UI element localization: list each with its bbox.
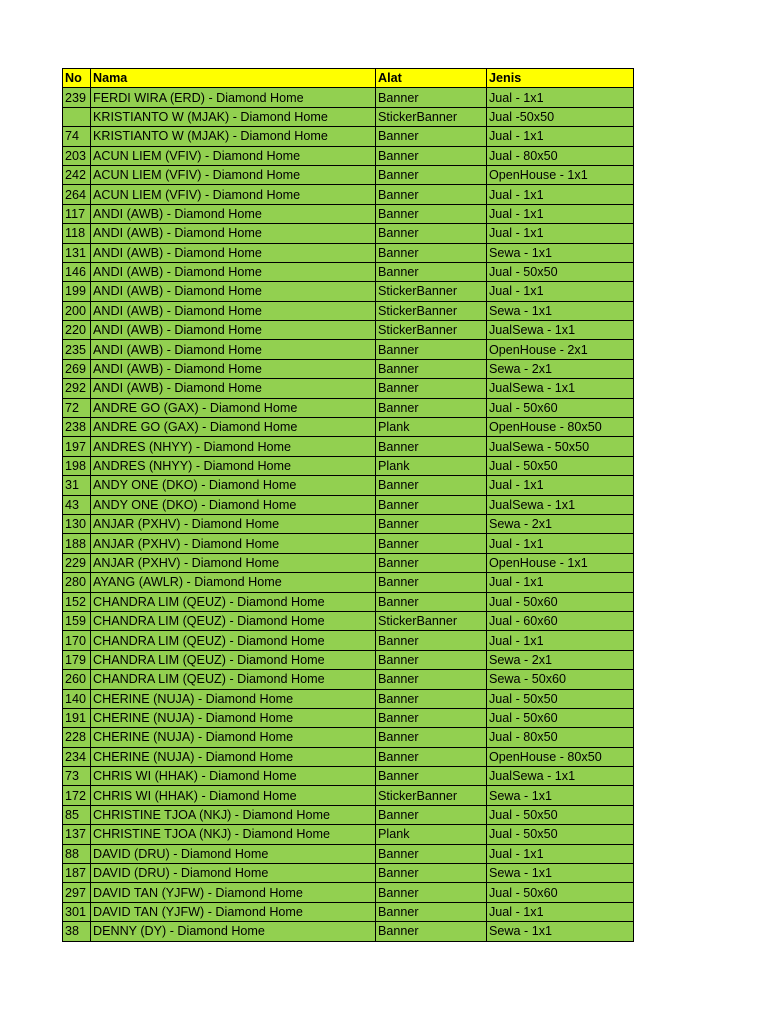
cell-no[interactable]: 220 [63,321,91,340]
cell-nama[interactable]: DAVID TAN (YJFW) - Diamond Home [91,883,376,902]
table-row [63,146,634,165]
cell-nama[interactable]: CHANDRA LIM (QEUZ) - Diamond Home [91,611,376,630]
cell-jenis[interactable]: Sewa - 1x1 [487,922,634,941]
table-row [63,922,634,941]
cell-alat[interactable]: StickerBanner [376,786,487,805]
table-row [63,573,634,592]
table-row [63,902,634,921]
cell-jenis[interactable]: Jual - 1x1 [487,902,634,921]
cell-nama[interactable]: DENNY (DY) - Diamond Home [91,922,376,941]
cell-nama[interactable]: CHRIS WI (HHAK) - Diamond Home [91,767,376,786]
cell-jenis[interactable]: Sewa - 1x1 [487,786,634,805]
cell-no[interactable]: 292 [63,379,91,398]
cell-nama[interactable]: DAVID TAN (YJFW) - Diamond Home [91,902,376,921]
cell-nama[interactable]: CHRISTINE TJOA (NKJ) - Diamond Home [91,825,376,844]
cell-nama[interactable]: ANDY ONE (DKO) - Diamond Home [91,476,376,495]
cell-jenis[interactable]: Sewa - 1x1 [487,864,634,883]
cell-alat[interactable]: Banner [376,534,487,553]
table-row [63,185,634,204]
header-alat[interactable]: Alat [376,69,487,88]
cell-nama[interactable]: ANDI (AWB) - Diamond Home [91,204,376,223]
cell-no[interactable]: 199 [63,282,91,301]
cell-no[interactable]: 200 [63,301,91,320]
cell-jenis[interactable]: Jual - 1x1 [487,844,634,863]
cell-nama[interactable]: CHANDRA LIM (QEUZ) - Diamond Home [91,670,376,689]
table-row [63,689,634,708]
cell-no[interactable]: 179 [63,650,91,669]
cell-alat[interactable]: Banner [376,165,487,184]
header-no[interactable]: No [63,69,91,88]
table-row [63,883,634,902]
header-row [63,69,634,88]
cell-no[interactable]: 140 [63,689,91,708]
cell-nama[interactable]: CHRIS WI (HHAK) - Diamond Home [91,786,376,805]
cell-jenis[interactable]: Jual - 50x60 [487,592,634,611]
cell-no[interactable]: 187 [63,864,91,883]
cell-no[interactable]: 72 [63,398,91,417]
cell-no[interactable]: 242 [63,165,91,184]
cell-no[interactable]: 152 [63,592,91,611]
table-row [63,107,634,126]
cell-alat[interactable]: Banner [376,631,487,650]
table-body [63,88,634,941]
cell-alat[interactable]: Banner [376,243,487,262]
cell-no[interactable]: 229 [63,553,91,572]
cell-jenis[interactable]: Jual - 1x1 [487,224,634,243]
table-row [63,88,634,107]
cell-nama[interactable]: ANDRES (NHYY) - Diamond Home [91,456,376,475]
cell-jenis[interactable]: Jual - 1x1 [487,204,634,223]
cell-jenis[interactable]: Jual - 1x1 [487,573,634,592]
table-row [63,379,634,398]
cell-jenis[interactable]: Jual - 60x60 [487,611,634,630]
cell-nama[interactable]: FERDI WIRA (ERD) - Diamond Home [91,88,376,107]
cell-no[interactable]: 188 [63,534,91,553]
cell-jenis[interactable]: Jual - 50x60 [487,708,634,727]
spreadsheet [62,68,633,942]
table-row [63,825,634,844]
cell-nama[interactable]: CHANDRA LIM (QEUZ) - Diamond Home [91,650,376,669]
cell-nama[interactable]: ANDI (AWB) - Diamond Home [91,262,376,281]
cell-nama[interactable]: ANDI (AWB) - Diamond Home [91,379,376,398]
cell-no[interactable]: 264 [63,185,91,204]
cell-jenis[interactable]: Jual - 1x1 [487,185,634,204]
cell-no[interactable]: 137 [63,825,91,844]
table-row [63,631,634,650]
cell-nama[interactable]: CHERINE (NUJA) - Diamond Home [91,689,376,708]
cell-alat[interactable]: Banner [376,592,487,611]
cell-nama[interactable]: ANDI (AWB) - Diamond Home [91,301,376,320]
cell-jenis[interactable]: Jual - 1x1 [487,534,634,553]
cell-jenis[interactable]: Jual - 50x50 [487,825,634,844]
table-row [63,728,634,747]
cell-jenis[interactable]: JualSewa - 1x1 [487,495,634,514]
table-row [63,165,634,184]
cell-nama[interactable]: ANDRE GO (GAX) - Diamond Home [91,398,376,417]
cell-alat[interactable]: Banner [376,514,487,533]
cell-alat[interactable]: Banner [376,902,487,921]
cell-nama[interactable]: ANJAR (PXHV) - Diamond Home [91,553,376,572]
cell-nama[interactable]: ANDI (AWB) - Diamond Home [91,243,376,262]
cell-alat[interactable]: Banner [376,864,487,883]
cell-no[interactable]: 197 [63,437,91,456]
cell-jenis[interactable]: Jual - 50x60 [487,398,634,417]
cell-no[interactable]: 172 [63,786,91,805]
cell-no[interactable]: 238 [63,418,91,437]
cell-no[interactable]: 228 [63,728,91,747]
cell-nama[interactable]: ANDI (AWB) - Diamond Home [91,340,376,359]
table-row [63,534,634,553]
cell-alat[interactable]: Banner [376,883,487,902]
cell-alat[interactable]: Banner [376,379,487,398]
cell-nama[interactable]: CHERINE (NUJA) - Diamond Home [91,747,376,766]
cell-no[interactable]: 235 [63,340,91,359]
cell-alat[interactable]: StickerBanner [376,611,487,630]
table-row [63,514,634,533]
cell-no[interactable]: 198 [63,456,91,475]
cell-alat[interactable]: StickerBanner [376,282,487,301]
cell-no[interactable]: 73 [63,767,91,786]
table-row [63,262,634,281]
cell-no[interactable]: 146 [63,262,91,281]
cell-no[interactable]: 297 [63,883,91,902]
cell-nama[interactable]: AYANG (AWLR) - Diamond Home [91,573,376,592]
cell-alat[interactable]: Banner [376,805,487,824]
cell-alat[interactable]: Banner [376,127,487,146]
cell-no[interactable]: 85 [63,805,91,824]
cell-jenis[interactable]: Jual - 1x1 [487,476,634,495]
cell-no[interactable]: 260 [63,670,91,689]
cell-no[interactable]: 280 [63,573,91,592]
table-row [63,301,634,320]
cell-alat[interactable]: Banner [376,359,487,378]
cell-nama[interactable]: ANDY ONE (DKO) - Diamond Home [91,495,376,514]
cell-nama[interactable]: ANJAR (PXHV) - Diamond Home [91,514,376,533]
cell-jenis[interactable]: JualSewa - 1x1 [487,321,634,340]
header-jenis[interactable]: Jenis [487,69,634,88]
cell-no[interactable]: 130 [63,514,91,533]
cell-alat[interactable]: Banner [376,495,487,514]
cell-jenis[interactable]: OpenHouse - 80x50 [487,418,634,437]
cell-nama[interactable]: ANDRE GO (GAX) - Diamond Home [91,418,376,437]
cell-no[interactable]: 234 [63,747,91,766]
table-row [63,340,634,359]
cell-no[interactable]: 43 [63,495,91,514]
cell-jenis[interactable]: Jual - 80x50 [487,146,634,165]
cell-nama[interactable]: KRISTIANTO W (MJAK) - Diamond Home [91,127,376,146]
cell-alat[interactable]: Banner [376,88,487,107]
cell-no[interactable]: 203 [63,146,91,165]
cell-nama[interactable]: KRISTIANTO W (MJAK) - Diamond Home [91,107,376,126]
cell-nama[interactable]: ANDI (AWB) - Diamond Home [91,224,376,243]
table-row [63,747,634,766]
cell-jenis[interactable]: Jual - 80x50 [487,728,634,747]
cell-nama[interactable]: ACUN LIEM (VFIV) - Diamond Home [91,146,376,165]
cell-nama[interactable]: CHRISTINE TJOA (NKJ) - Diamond Home [91,805,376,824]
table-row [63,708,634,727]
cell-no[interactable]: 159 [63,611,91,630]
cell-jenis[interactable]: JualSewa - 50x50 [487,437,634,456]
data-table [62,68,634,942]
table-row [63,786,634,805]
cell-alat[interactable]: Banner [376,262,487,281]
cell-no[interactable]: 239 [63,88,91,107]
cell-alat[interactable]: Banner [376,747,487,766]
cell-alat[interactable]: Banner [376,650,487,669]
table-row [63,204,634,223]
cell-alat[interactable]: StickerBanner [376,107,487,126]
cell-jenis[interactable]: Jual - 50x50 [487,262,634,281]
cell-alat[interactable]: Banner [376,689,487,708]
cell-jenis[interactable]: JualSewa - 1x1 [487,379,634,398]
cell-alat[interactable]: Plank [376,418,487,437]
cell-jenis[interactable]: JualSewa - 1x1 [487,767,634,786]
cell-nama[interactable]: ANJAR (PXHV) - Diamond Home [91,534,376,553]
cell-nama[interactable]: ANDI (AWB) - Diamond Home [91,321,376,340]
table-row [63,437,634,456]
cell-alat[interactable]: Banner [376,767,487,786]
table-row [63,767,634,786]
cell-alat[interactable]: Plank [376,825,487,844]
cell-jenis[interactable]: Jual - 1x1 [487,282,634,301]
cell-alat[interactable]: Banner [376,476,487,495]
cell-jenis[interactable]: Sewa - 2x1 [487,514,634,533]
cell-jenis[interactable]: Jual - 50x60 [487,883,634,902]
header-nama[interactable]: Nama [91,69,376,88]
table-row [63,650,634,669]
table-row [63,359,634,378]
cell-jenis[interactable]: Sewa - 1x1 [487,243,634,262]
cell-nama[interactable]: DAVID (DRU) - Diamond Home [91,844,376,863]
cell-alat[interactable]: Banner [376,437,487,456]
cell-nama[interactable]: ANDI (AWB) - Diamond Home [91,282,376,301]
cell-no[interactable]: 118 [63,224,91,243]
cell-alat[interactable]: Banner [376,573,487,592]
table-row [63,553,634,572]
cell-jenis[interactable]: Sewa - 1x1 [487,301,634,320]
table-row [63,418,634,437]
cell-alat[interactable]: Plank [376,456,487,475]
cell-no[interactable]: 301 [63,902,91,921]
table-row [63,224,634,243]
table-row [63,495,634,514]
cell-nama[interactable]: ANDI (AWB) - Diamond Home [91,359,376,378]
cell-alat[interactable]: Banner [376,553,487,572]
cell-alat[interactable]: Banner [376,398,487,417]
cell-nama[interactable]: CHERINE (NUJA) - Diamond Home [91,708,376,727]
cell-no[interactable]: 131 [63,243,91,262]
cell-jenis[interactable]: OpenHouse - 1x1 [487,165,634,184]
table-row [63,864,634,883]
table-row [63,476,634,495]
cell-nama[interactable]: DAVID (DRU) - Diamond Home [91,864,376,883]
cell-no[interactable]: 88 [63,844,91,863]
cell-no[interactable] [63,107,91,126]
table-row [63,127,634,146]
cell-alat[interactable]: Banner [376,146,487,165]
cell-no[interactable]: 31 [63,476,91,495]
table-row [63,805,634,824]
cell-jenis[interactable]: Jual -50x50 [487,107,634,126]
cell-nama[interactable]: ANDRES (NHYY) - Diamond Home [91,437,376,456]
table-row [63,611,634,630]
cell-alat[interactable]: Banner [376,185,487,204]
table-row [63,670,634,689]
table-row [63,321,634,340]
cell-alat[interactable]: StickerBanner [376,321,487,340]
cell-nama[interactable]: CHANDRA LIM (QEUZ) - Diamond Home [91,631,376,650]
cell-alat[interactable]: Banner [376,224,487,243]
cell-jenis[interactable]: Sewa - 50x60 [487,670,634,689]
table-row [63,592,634,611]
cell-jenis[interactable]: Sewa - 2x1 [487,650,634,669]
cell-jenis[interactable]: Sewa - 2x1 [487,359,634,378]
cell-jenis[interactable]: Jual - 50x50 [487,805,634,824]
cell-jenis[interactable]: OpenHouse - 1x1 [487,553,634,572]
table-row [63,844,634,863]
table-row [63,282,634,301]
cell-alat[interactable]: Banner [376,844,487,863]
cell-alat[interactable]: Banner [376,340,487,359]
cell-alat[interactable]: Banner [376,708,487,727]
cell-no[interactable]: 74 [63,127,91,146]
cell-jenis[interactable]: OpenHouse - 2x1 [487,340,634,359]
cell-alat[interactable]: StickerBanner [376,301,487,320]
cell-jenis[interactable]: Jual - 1x1 [487,88,634,107]
cell-no[interactable]: 170 [63,631,91,650]
cell-nama[interactable]: ACUN LIEM (VFIV) - Diamond Home [91,185,376,204]
table-row [63,243,634,262]
cell-no[interactable]: 269 [63,359,91,378]
cell-jenis[interactable]: Jual - 1x1 [487,631,634,650]
cell-alat[interactable]: Banner [376,728,487,747]
table-row [63,398,634,417]
cell-jenis[interactable]: Jual - 50x50 [487,456,634,475]
cell-alat[interactable]: Banner [376,922,487,941]
cell-no[interactable]: 117 [63,204,91,223]
cell-nama[interactable]: ACUN LIEM (VFIV) - Diamond Home [91,165,376,184]
cell-alat[interactable]: Banner [376,204,487,223]
cell-nama[interactable]: CHANDRA LIM (QEUZ) - Diamond Home [91,592,376,611]
table-row [63,456,634,475]
cell-jenis[interactable]: Jual - 50x50 [487,689,634,708]
cell-nama[interactable]: CHERINE (NUJA) - Diamond Home [91,728,376,747]
cell-no[interactable]: 191 [63,708,91,727]
cell-no[interactable]: 38 [63,922,91,941]
cell-jenis[interactable]: OpenHouse - 80x50 [487,747,634,766]
cell-alat[interactable]: Banner [376,670,487,689]
cell-jenis[interactable]: Jual - 1x1 [487,127,634,146]
